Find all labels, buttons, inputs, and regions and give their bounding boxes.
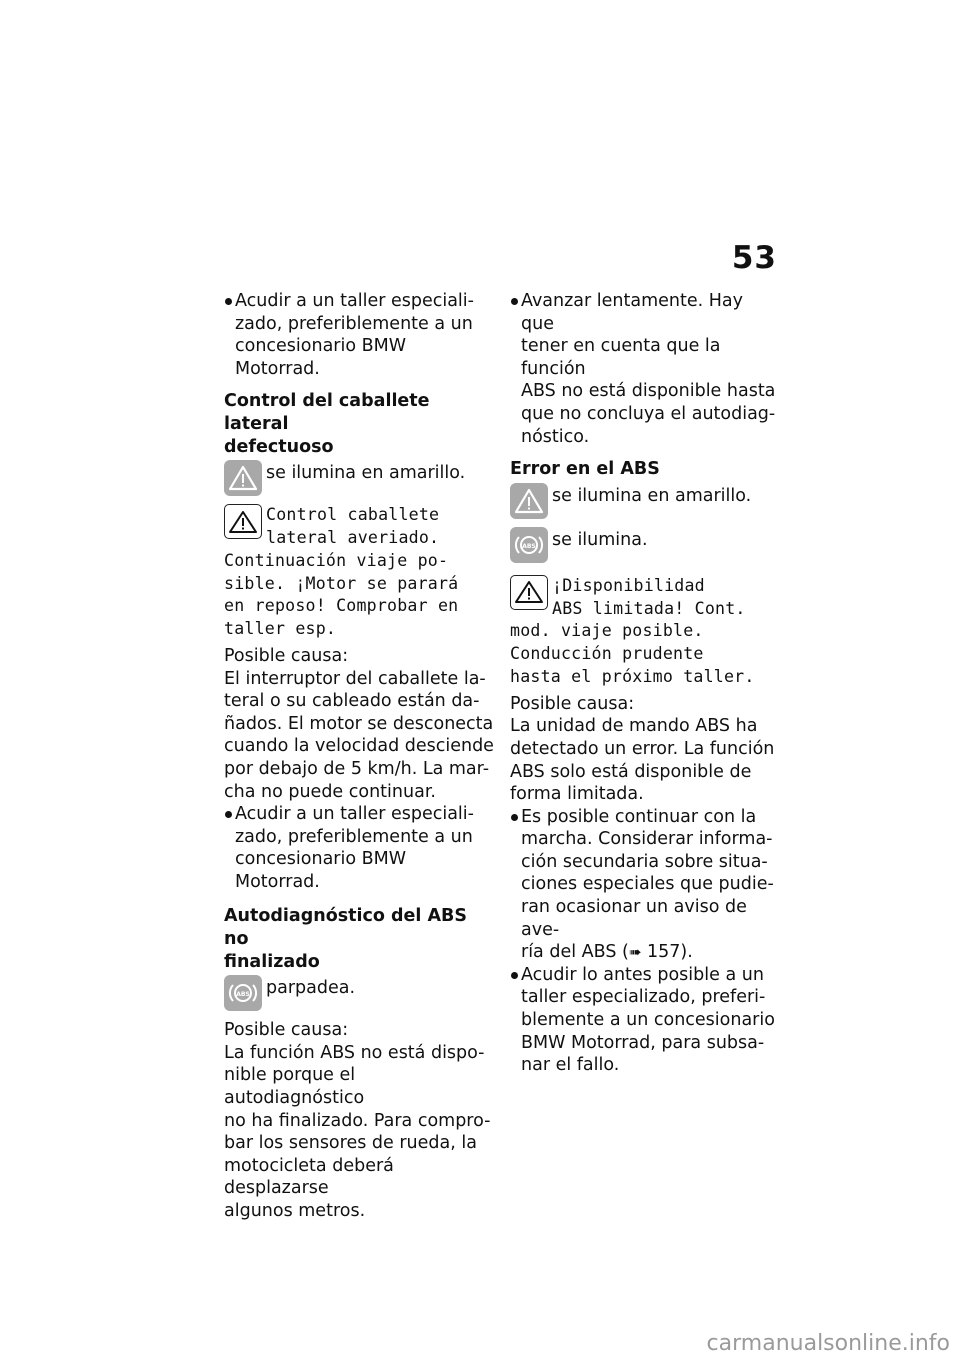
- abs-icon: [510, 527, 548, 563]
- warning-triangle-outline-icon: [224, 504, 262, 539]
- watermark: carmanualsonline.info: [706, 1331, 950, 1356]
- right-column: Avanzar lentamente. Hay que tener en cuenta que la función ABS no está disponible hasta que no concluya el autodiag- nóstico. Error en el ABS se ilumina en amarillo. ABS se ilumina. ¡Disponibilidad ABS limitada! Cont. mod. viaje posible. Conducción prudente hasta el próximo taller. Posible causa: La unidad de mando ABS ha detectado un error. La función ABS solo está disponible de forma limitada. Es posible continuar con la marcha. Considerar informa- ción secundaria sobre situa- ciones especiales que pudie- ran ocasionar un aviso de ave- ría del ABS (➠ 157). Acudir lo antes posible a un taller especializado, preferi- blemente a un concesionario BMW Motorrad, para subsa- nar el fallo.: [510, 290, 780, 1077]
- list-item: Acudir a un taller especiali- zado, preferiblemente a un concesionario BMW Motorrad.: [224, 290, 494, 380]
- section-heading: Autodiagnóstico del ABS no finalizado: [224, 906, 467, 972]
- cause-text: El interruptor del caballete la- teral o su cableado están da- ñados. El motor se desconecta cuando la velocidad desciende por debajo de 5 km/h. La mar- cha no puede continuar.: [224, 668, 494, 802]
- section-heading: Control del caballete lateral defectuoso: [224, 391, 430, 457]
- warning-triangle-icon: [510, 483, 548, 519]
- cause-text: La unidad de mando ABS ha detectado un error. La función ABS solo está disponible de forma limitada.: [510, 716, 775, 805]
- indicator-text: se ilumina en amarillo.: [552, 485, 752, 506]
- indicator-text: se ilumina.: [552, 529, 648, 550]
- list-item: Acudir lo antes posible a un taller especializado, preferi- blemente a un concesionario BMW Motorrad, para subsa- nar el fallo.: [510, 964, 780, 1077]
- svg-text:ABS: ABS: [236, 991, 250, 999]
- abs-icon: [224, 975, 262, 1011]
- list-item: Avanzar lentamente. Hay que tener en cuenta que la función ABS no está disponible hasta que no concluya el autodiag- nóstico.: [510, 290, 780, 448]
- warning-triangle-outline-icon: [510, 575, 548, 610]
- page-number: 53: [731, 240, 777, 276]
- left-column: Acudir a un taller especiali- zado, preferiblemente a un concesionario BMW Motorrad. Control del caballete lateral defectuoso se ilumina en amarillo. Control caballete lateral averiado. Continuación viaje po- sible. ¡Motor se parará en reposo! Comprobar en taller esp. Posible causa: El interruptor del caballete la- teral o su cableado están da- ñados. El motor se desconecta cuando la velocidad desciende por debajo de 5 km/h. La mar- cha no puede continuar. Acudir a un taller especiali- zado, preferiblemente a un concesionario BMW Motorrad. Autodiagnóstico del ABS no finalizado ABS parpadea. Posible causa: La función ABS no está dispo- nible porque el autodiagnóstico no ha finalizado. Para compro- bar los sensores de rueda, la motocicleta deberá desplazarse algunos metros.: [224, 291, 494, 1221]
- cause-label: Posible causa:: [224, 1020, 349, 1041]
- cause-label: Posible causa:: [224, 645, 349, 666]
- warning-triangle-icon: [224, 460, 262, 496]
- list-item: Acudir a un taller especiali- zado, preferiblemente a un concesionario BMW Motorrad.: [224, 803, 494, 893]
- cause-label: Posible causa:: [510, 693, 635, 714]
- indicator-text: se ilumina en amarillo.: [266, 463, 466, 484]
- cause-text: La función ABS no está dispo- nible porque el autodiagnóstico no ha finalizado. Para compro- bar los sensores de rueda, la motocicleta deberá desplazarse algunos metros.: [224, 1042, 491, 1221]
- section-heading: Error en el ABS: [510, 459, 660, 480]
- indicator-text: parpadea.: [266, 978, 356, 999]
- page-reference-link[interactable]: 157).: [646, 942, 693, 963]
- list-item: Es posible continuar con la marcha. Considerar informa- ción secundaria sobre situa- ciones especiales que pudie- ran ocasionar un aviso de ave- ría del ABS (➠ 157).: [510, 806, 780, 964]
- display-message: ¡Disponibilidad: [552, 575, 705, 595]
- svg-text:ABS: ABS: [522, 542, 536, 550]
- page-reference-arrow-icon: ➠: [628, 943, 642, 962]
- display-message: Control caballete: [266, 505, 440, 525]
